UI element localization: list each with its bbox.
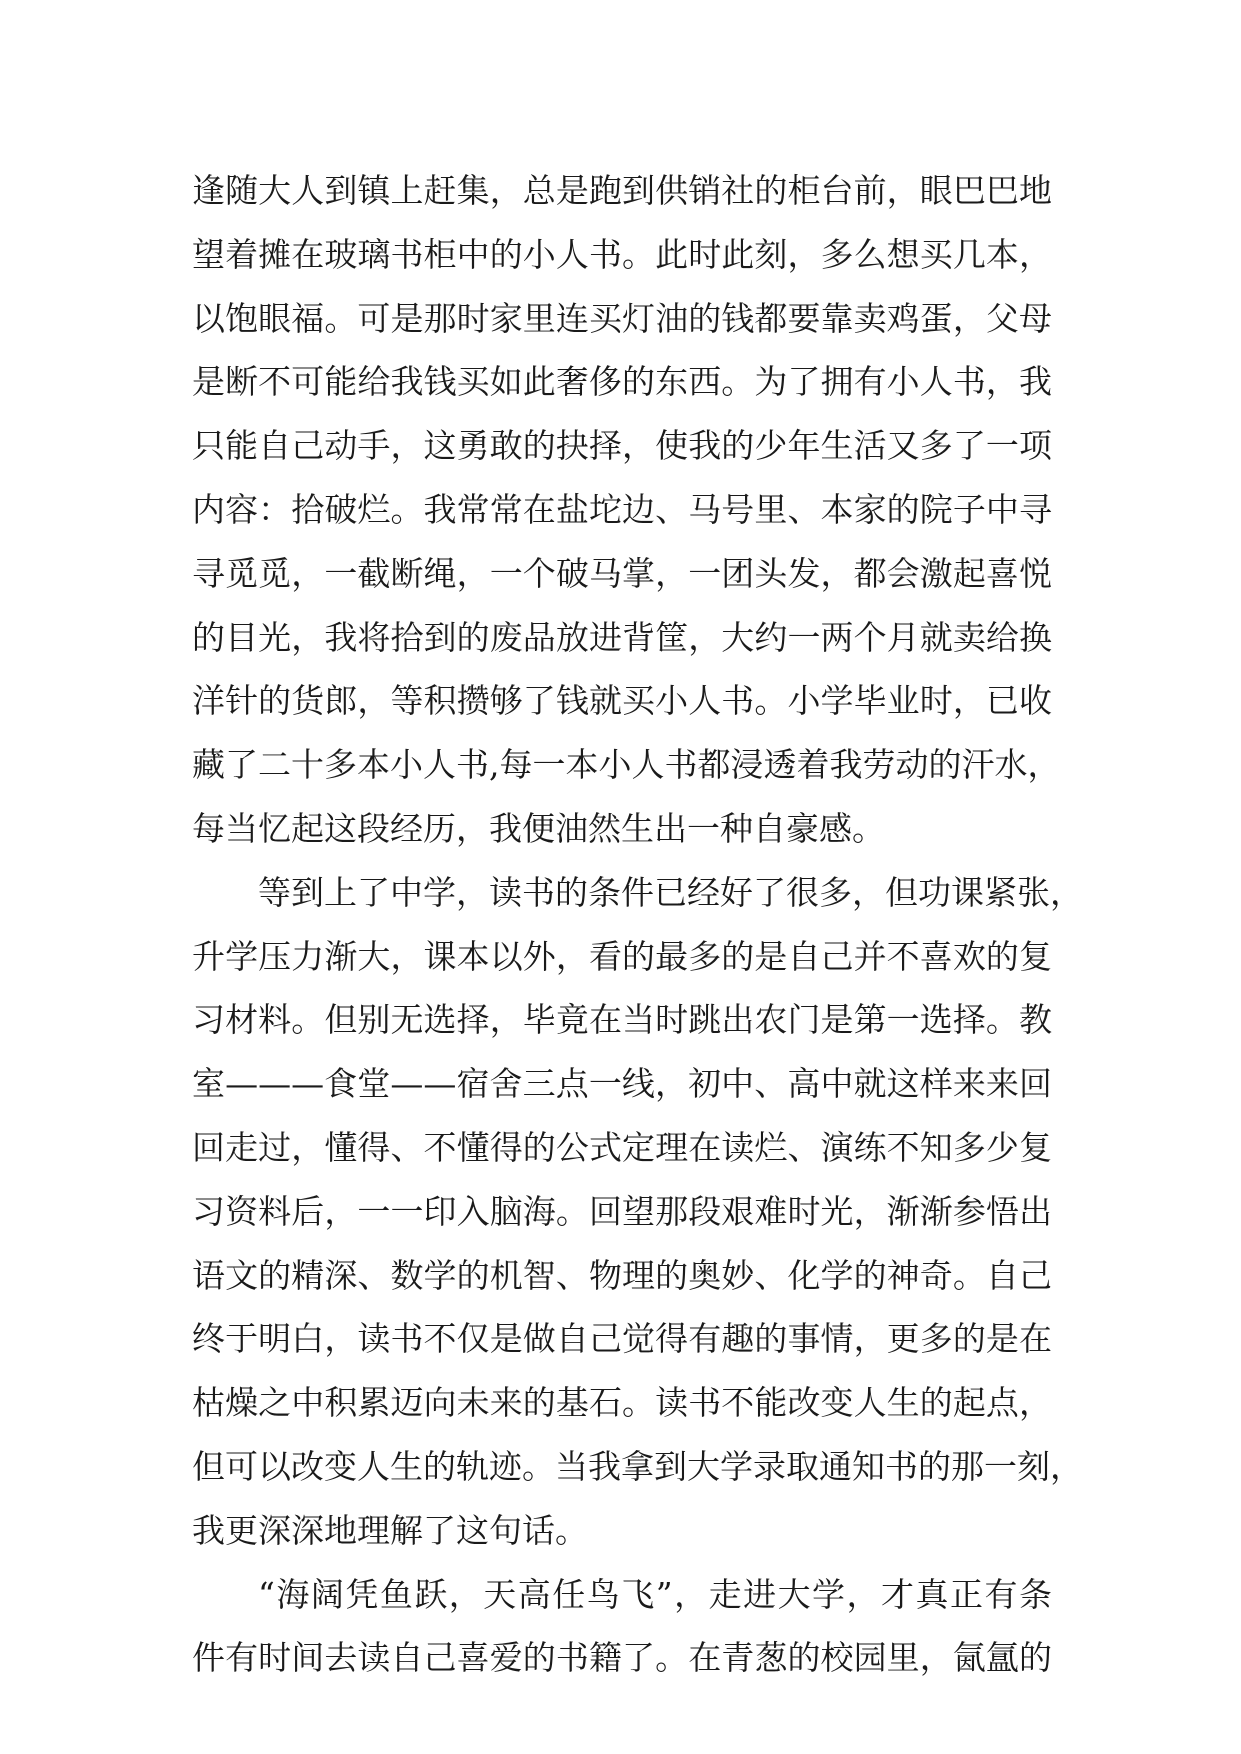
text-line: 回走过，懂得、不懂得的公式定理在读烂、演练不知多少复 bbox=[192, 1127, 1052, 1167]
text-line: 习材料。但别无选择，毕竟在当时跳出农门是第一选择。教 bbox=[192, 1000, 1052, 1040]
text-line: “海阔凭鱼跃，天高任鸟飞”，走进大学，才真正有条 bbox=[258, 1574, 1052, 1614]
text-line: 升学压力渐大，课本以外，看的最多的是自己并不喜欢的复 bbox=[192, 936, 1052, 976]
text-line: 藏了二十多本小人书,每一本小人书都浸透着我劳动的汗水， bbox=[192, 745, 1061, 785]
text-line: 件有时间去读自己喜爱的书籍了。在青葱的校园里，氤氲的 bbox=[192, 1638, 1052, 1678]
text-line: 逢随大人到镇上赶集，总是跑到供销社的柜台前，眼巴巴地 bbox=[192, 171, 1052, 210]
text-line: 只能自己动手，这勇敢的抉择，使我的少年生活又多了一项 bbox=[192, 426, 1052, 466]
text-line: 终于明白，读书不仅是做自己觉得有趣的事情，更多的是在 bbox=[192, 1319, 1052, 1359]
text-line: 语文的精深、数学的机智、物理的奥妙、化学的神奇。自己 bbox=[192, 1255, 1052, 1295]
text-line: 但可以改变人生的轨迹。当我拿到大学录取通知书的那一刻， bbox=[192, 1446, 1083, 1486]
text-line: 寻觅觅，一截断绳，一个破马掌，一团头发，都会激起喜悦 bbox=[192, 553, 1052, 593]
text-line: 每当忆起这段经历，我便油然生出一种自豪感。 bbox=[192, 808, 885, 848]
text-line: 枯燥之中积累迈向未来的基石。读书不能改变人生的起点， bbox=[192, 1383, 1052, 1423]
text-line: 我更深深地理解了这句话。 bbox=[192, 1510, 588, 1550]
text-line: 以饱眼福。可是那时家里连买灯油的钱都要靠卖鸡蛋，父母 bbox=[192, 298, 1052, 338]
text-line: 的目光，我将拾到的废品放进背筐，大约一两个月就卖给换 bbox=[192, 617, 1052, 657]
body-text bbox=[192, 159, 1083, 1690]
text-line: 望着摊在玻璃书柜中的小人书。此时此刻，多么想买几本， bbox=[192, 234, 1052, 274]
text-line: 洋针的货郎，等积攒够了钱就买小人书。小学毕业时，已收 bbox=[192, 681, 1052, 721]
text-line: 内容：拾破烂。我常常在盐坨边、马号里、本家的院子中寻 bbox=[192, 489, 1052, 529]
text-line: 室———食堂——宿舍三点一线，初中、高中就这样来来回 bbox=[192, 1064, 1052, 1104]
text-line: 习资料后，一一印入脑海。回望那段艰难时光，渐渐参悟出 bbox=[192, 1191, 1052, 1231]
text-line: 等到上了中学，读书的条件已经好了很多，但功课紧张， bbox=[258, 872, 1083, 912]
text-line: 是断不可能给我钱买如此奢侈的东西。为了拥有小人书，我 bbox=[192, 362, 1052, 402]
